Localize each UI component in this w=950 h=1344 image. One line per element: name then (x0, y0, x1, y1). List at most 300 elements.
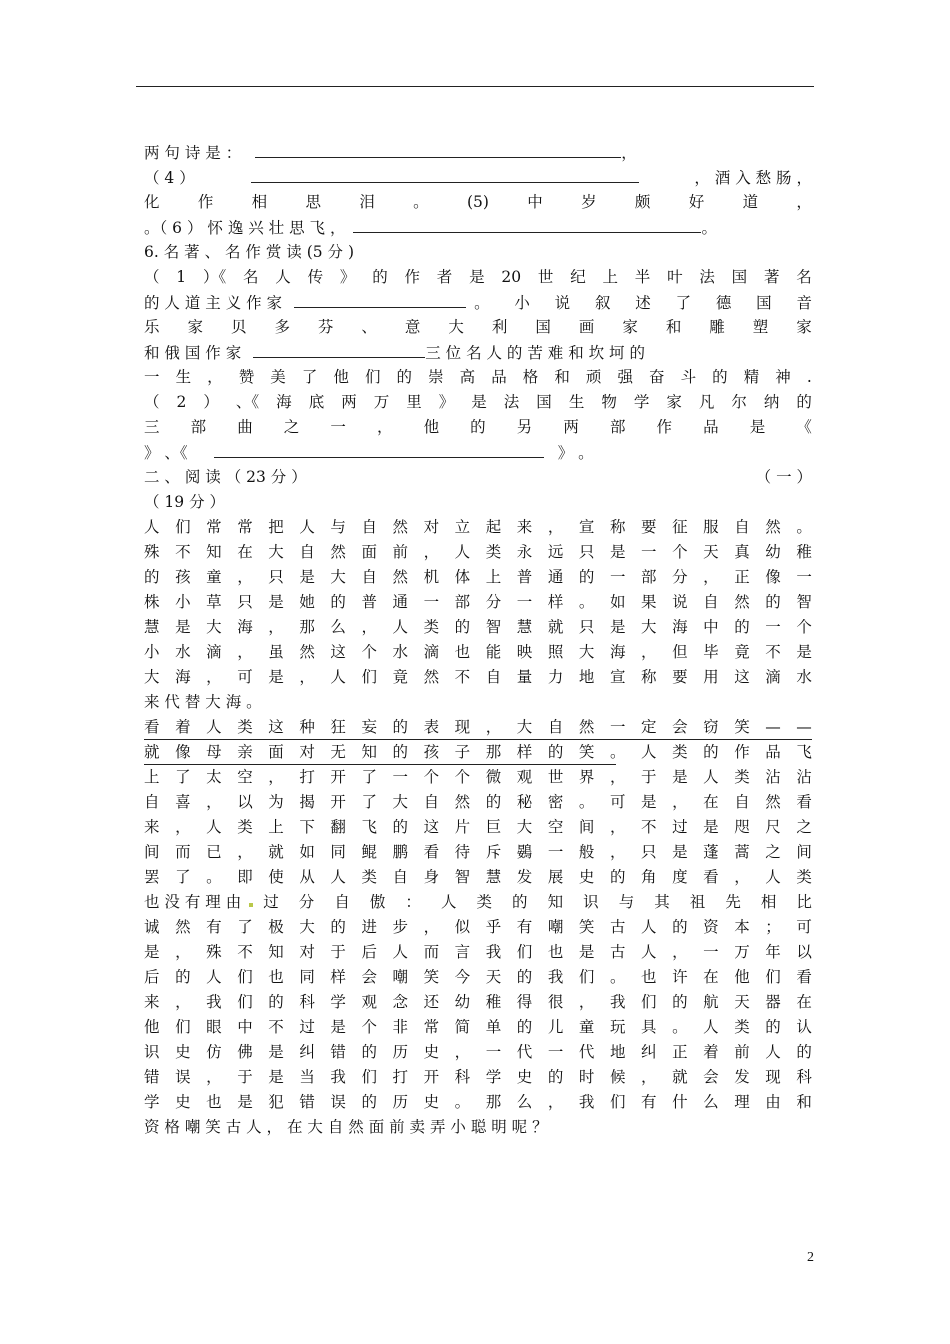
char: 代 (578, 1043, 595, 1061)
char: 许 (672, 968, 688, 986)
char: 个 (454, 768, 471, 786)
char: 比 (796, 893, 812, 911)
poem-line-6 (144, 215, 820, 240)
char: 飞 (361, 818, 377, 836)
char: 样 (547, 593, 564, 611)
char: 自 (299, 543, 315, 561)
text-line (144, 340, 812, 365)
header-rule (136, 86, 814, 87)
char: 和 (665, 318, 682, 336)
char: 的 (712, 368, 728, 386)
char: 类 (672, 743, 688, 761)
char: 是 (144, 943, 160, 961)
char: 蓬 (703, 843, 719, 861)
char: 大 (268, 543, 284, 561)
char: 似 (454, 918, 471, 936)
char: 一 (392, 768, 409, 786)
char: 滴 (423, 643, 440, 661)
char: 航 (703, 993, 719, 1011)
char: 于 (641, 768, 657, 786)
char: 作 (656, 418, 673, 436)
char: 待 (454, 843, 471, 861)
char: 从 (299, 868, 315, 886)
char: 会 (672, 718, 688, 736)
char: 知 (268, 943, 284, 961)
char: 也 (547, 943, 564, 961)
char: 人 (765, 868, 781, 886)
char: 株 (144, 593, 160, 611)
char: 了 (175, 868, 191, 886)
char: 的 (470, 418, 486, 436)
char: 的 (392, 743, 409, 761)
char: 识 (583, 893, 599, 911)
char: 们 (641, 993, 657, 1011)
char: 时 (578, 1068, 595, 1086)
underlined-line (144, 740, 812, 765)
char: 体 (454, 568, 471, 586)
char: 的 (516, 968, 533, 986)
char: 通 (392, 593, 409, 611)
char: 自 (423, 793, 440, 811)
text: 6. 名 著 、 名 作 赏 读 (5 分 ) (144, 243, 355, 261)
char: 类 (237, 818, 253, 836)
text-line (144, 1040, 812, 1065)
char: 过 (672, 818, 688, 836)
char: 前 (734, 1043, 750, 1061)
char: 了 (675, 294, 692, 312)
char: 两 (341, 393, 357, 411)
char: 是 (609, 618, 626, 636)
char: 海 (609, 643, 626, 661)
char: 家 (622, 318, 638, 336)
char: 能 (485, 643, 502, 661)
char: 地 (609, 1043, 626, 1061)
char: 先 (725, 893, 741, 911)
char: 智 (454, 868, 471, 886)
char: 世 (547, 768, 564, 786)
char: 如 (609, 593, 626, 611)
char: 会 (703, 1068, 719, 1086)
char: — (796, 718, 812, 736)
text (474, 291, 812, 316)
text-line (144, 790, 812, 815)
char: 单 (485, 1018, 502, 1036)
char: 说 (672, 593, 688, 611)
char: 观 (516, 768, 533, 786)
char: 是 (609, 543, 626, 561)
char: 非 (392, 1018, 409, 1036)
char: （ (144, 268, 160, 286)
char: 有 (516, 918, 533, 936)
char: 一 (330, 418, 346, 436)
char: 使 (268, 868, 284, 886)
char: 小 (144, 643, 160, 661)
char: 就 (672, 1068, 688, 1086)
char: 嘲 (392, 968, 409, 986)
char: 是 (469, 268, 485, 286)
char: 界 (578, 768, 595, 786)
char: 半 (634, 268, 651, 286)
char: 我 (547, 968, 564, 986)
char: 观 (361, 993, 377, 1011)
char: 自 (734, 793, 750, 811)
char: 然 (765, 518, 781, 536)
char: 空 (547, 818, 564, 836)
char: 永 (516, 543, 533, 561)
char: 然 (454, 793, 471, 811)
char: 德 (715, 294, 732, 312)
char: 量 (516, 668, 533, 686)
char: 是 (330, 1018, 346, 1036)
char: 》 (438, 393, 455, 411)
char: 好 (688, 193, 705, 211)
document-body (144, 140, 812, 1140)
char: 子 (454, 743, 471, 761)
text-line (144, 490, 812, 515)
char: 可 (796, 918, 812, 936)
char: 童 (578, 1018, 595, 1036)
char: 部 (190, 418, 207, 436)
char: 看 (796, 793, 812, 811)
char: 有 (206, 918, 222, 936)
text-line (144, 665, 812, 690)
char: 一 (641, 543, 657, 561)
char: 天 (703, 543, 719, 561)
char: 人 (144, 518, 160, 536)
char: 很 (547, 993, 564, 1011)
char: 片 (454, 818, 471, 836)
char: 然 (734, 593, 750, 611)
char: ， (703, 568, 719, 586)
fill-blank[interactable] (251, 165, 639, 183)
char: 知 (547, 893, 564, 911)
char: 名 (796, 268, 812, 286)
char: 即 (237, 868, 253, 886)
char: ， (206, 668, 222, 686)
char: 的 (796, 1043, 812, 1061)
char: 水 (392, 643, 409, 661)
char: 那 (485, 743, 502, 761)
char: 孩 (175, 568, 191, 586)
text: 。 (701, 219, 717, 237)
char: 的 (765, 1018, 781, 1036)
char: 学 (485, 1068, 502, 1086)
char: 格 (522, 368, 539, 386)
char: 言 (454, 943, 471, 961)
fill-blank[interactable] (253, 340, 425, 358)
char: 看 (423, 843, 440, 861)
char: 识 (144, 1043, 160, 1061)
char: 美 (270, 368, 286, 386)
char: ， (175, 943, 191, 961)
char: 部 (454, 593, 471, 611)
char: 部 (641, 568, 657, 586)
char: 会 (361, 968, 377, 986)
char: 竟 (392, 668, 409, 686)
char: 们 (516, 943, 533, 961)
char: 顽 (585, 368, 602, 386)
fill-blank[interactable] (353, 215, 701, 233)
char: 的 (547, 1068, 564, 1086)
poem-line-1 (144, 140, 812, 165)
char: 着 (175, 718, 191, 736)
char: 要 (641, 518, 657, 536)
fill-blank[interactable] (214, 440, 544, 458)
char: 海 (175, 668, 191, 686)
char: 眼 (206, 1018, 222, 1036)
text-line (144, 890, 812, 915)
char: ， (485, 718, 502, 736)
char: 尺 (765, 818, 781, 836)
char: 科 (454, 1068, 471, 1086)
char: 述 (635, 294, 651, 312)
text: ， (621, 144, 637, 162)
char: 后 (144, 968, 160, 986)
char: 那 (485, 1093, 502, 1111)
char: 赞 (238, 368, 255, 386)
char: ， (641, 643, 657, 661)
char: 大 (641, 618, 657, 636)
char: 人 (641, 943, 657, 961)
char: 的 (734, 618, 750, 636)
text-line (144, 765, 812, 790)
char: 三 (144, 418, 160, 436)
char: 鲲 (361, 843, 377, 861)
char: 。 (206, 868, 222, 886)
char: 的 (268, 993, 284, 1011)
char: 的 (361, 1093, 377, 1111)
text: 三 位 名 人 的 苦 难 和 坎 坷 的 (425, 344, 645, 362)
char: 科 (299, 993, 315, 1011)
char: 大 (448, 318, 464, 336)
char: 叶 (667, 268, 683, 286)
char: 一 (144, 368, 160, 386)
char: 不 (268, 1018, 284, 1036)
char: 世 (537, 268, 554, 286)
char: 人 (765, 1043, 781, 1061)
char: 角 (641, 868, 657, 886)
char: 征 (672, 518, 688, 536)
char: ， (268, 618, 284, 636)
text: （ 19 分 ） (144, 493, 226, 511)
char: 毕 (703, 643, 719, 661)
char: 鹏 (392, 843, 409, 861)
char: 间 (578, 818, 595, 836)
char: 人 (454, 543, 471, 561)
char: 史 (175, 1043, 191, 1061)
text-line (144, 290, 812, 315)
char: 么 (516, 1093, 533, 1111)
char: 一 (423, 593, 440, 611)
char: 滴 (765, 668, 781, 686)
char: 多 (274, 318, 290, 336)
char: 的 (796, 393, 812, 411)
char: 正 (734, 568, 750, 586)
char: 一 (547, 1043, 564, 1061)
char: 古 (609, 943, 626, 961)
page-number: 2 (807, 1250, 814, 1265)
char: ， (237, 643, 253, 661)
char: 》 (339, 268, 356, 286)
char: 仿 (206, 1043, 222, 1061)
char: 可 (237, 668, 253, 686)
char: 他 (144, 1018, 160, 1036)
char: 海 (672, 618, 688, 636)
char: 巨 (485, 818, 502, 836)
char: 品 (765, 743, 781, 761)
char: 诚 (144, 918, 160, 936)
char: 是 (641, 793, 657, 811)
char: ， (547, 1093, 564, 1111)
char: 的 (396, 368, 413, 386)
text-line (144, 415, 812, 440)
char: ， (609, 818, 626, 836)
char: 样 (516, 743, 533, 761)
char: 海 (276, 393, 292, 411)
char: 机 (423, 568, 440, 586)
char: 之 (796, 818, 812, 836)
char: 人 (703, 1018, 719, 1036)
char: ， (454, 1043, 471, 1061)
char: 间 (796, 843, 812, 861)
char: 小 (514, 294, 530, 312)
char: 。 (609, 968, 626, 986)
char: 面 (268, 743, 284, 761)
char: 分 (298, 893, 315, 911)
char: 相 (760, 893, 777, 911)
char: 我 (609, 993, 626, 1011)
char: 化 (144, 193, 160, 211)
char: 作 (197, 193, 214, 211)
char: ， (641, 1068, 657, 1086)
char: ， (299, 668, 315, 686)
char: 起 (485, 518, 502, 536)
fill-blank[interactable] (294, 290, 466, 308)
char: 这 (423, 818, 440, 836)
char: 一 (609, 718, 626, 736)
char: 不 (237, 943, 253, 961)
char: （ (144, 393, 160, 411)
text-line (144, 390, 812, 415)
char: 是 (268, 1068, 284, 1086)
char: 人 (206, 818, 222, 836)
char: 简 (454, 1018, 471, 1036)
char: 微 (485, 768, 502, 786)
char: 人 (330, 868, 346, 886)
text-line (144, 940, 812, 965)
char: 错 (330, 1043, 346, 1061)
char: 法 (503, 393, 520, 411)
char: 大 (578, 643, 595, 661)
char: 普 (516, 568, 533, 586)
char: ， (237, 843, 253, 861)
char: 间 (144, 843, 160, 861)
char: 上 (485, 568, 502, 586)
char: 然 (392, 518, 409, 536)
char: 常 (206, 518, 222, 536)
char: 表 (423, 718, 440, 736)
char: 进 (361, 918, 377, 936)
char: 就 (268, 843, 284, 861)
char: 之 (283, 418, 300, 436)
char: ， (547, 518, 564, 536)
char: 他 (333, 368, 349, 386)
char: 童 (206, 568, 222, 586)
char: 一 (765, 618, 781, 636)
text: 二 、 阅 读 （ 23 分 ） (144, 468, 307, 486)
char: 正 (672, 1043, 688, 1061)
char: ： (405, 893, 421, 911)
char: 一 (516, 593, 533, 611)
char: ， (609, 768, 626, 786)
char: 慧 (485, 868, 502, 886)
char: 道 (742, 193, 759, 211)
char: 家 (187, 318, 203, 336)
char: 底 (308, 393, 325, 411)
char: 这 (330, 643, 346, 661)
char: 虽 (268, 643, 284, 661)
char: 个 (672, 543, 688, 561)
char: 是 (299, 568, 315, 586)
char: 后 (361, 943, 377, 961)
char: 对 (299, 743, 315, 761)
char: 傲 (369, 893, 386, 911)
char: ， (175, 993, 191, 1011)
text: 也 没 有 理 由 (144, 893, 242, 911)
char: 代 (516, 1043, 533, 1061)
text: 资 格 嘲 笑 古 人 ， 在 大 自 然 面 前 卖 弄 小 聪 明 呢 ？ (144, 1118, 548, 1136)
char: (5) (466, 193, 489, 211)
char: 什 (672, 1093, 688, 1111)
char: 们 (578, 968, 595, 986)
char: 这 (268, 718, 284, 736)
char: 笑 (734, 718, 750, 736)
char: 的 (672, 993, 688, 1011)
char: 妄 (361, 718, 377, 736)
char: 学 (144, 1093, 160, 1111)
text-line (144, 640, 812, 665)
char: 于 (237, 1068, 253, 1086)
char: 真 (734, 543, 750, 561)
char: 亲 (237, 743, 253, 761)
char: 雕 (709, 318, 725, 336)
char: 了 (361, 768, 377, 786)
char: 物 (601, 393, 617, 411)
char: 人 (392, 943, 409, 961)
char: 个 (796, 618, 812, 636)
char: 《 (796, 418, 812, 436)
char: 奋 (649, 368, 665, 386)
char: 鷃 (516, 843, 533, 861)
char: 知 (361, 743, 377, 761)
char: 人 (275, 268, 291, 286)
char: 家 (796, 318, 812, 336)
char: 稚 (485, 993, 502, 1011)
char: 类 (734, 1018, 750, 1036)
char: 般 (578, 843, 595, 861)
char: 是 (268, 668, 284, 686)
char: 类 (237, 718, 253, 736)
fill-blank[interactable] (255, 140, 621, 158)
char: 当 (299, 1068, 315, 1086)
char: 通 (547, 568, 564, 586)
char: 度 (672, 868, 688, 886)
char: 发 (734, 1068, 750, 1086)
char: 不 (641, 818, 657, 836)
char: 以 (237, 793, 253, 811)
char: 们 (609, 1093, 626, 1111)
char: 无 (330, 743, 346, 761)
